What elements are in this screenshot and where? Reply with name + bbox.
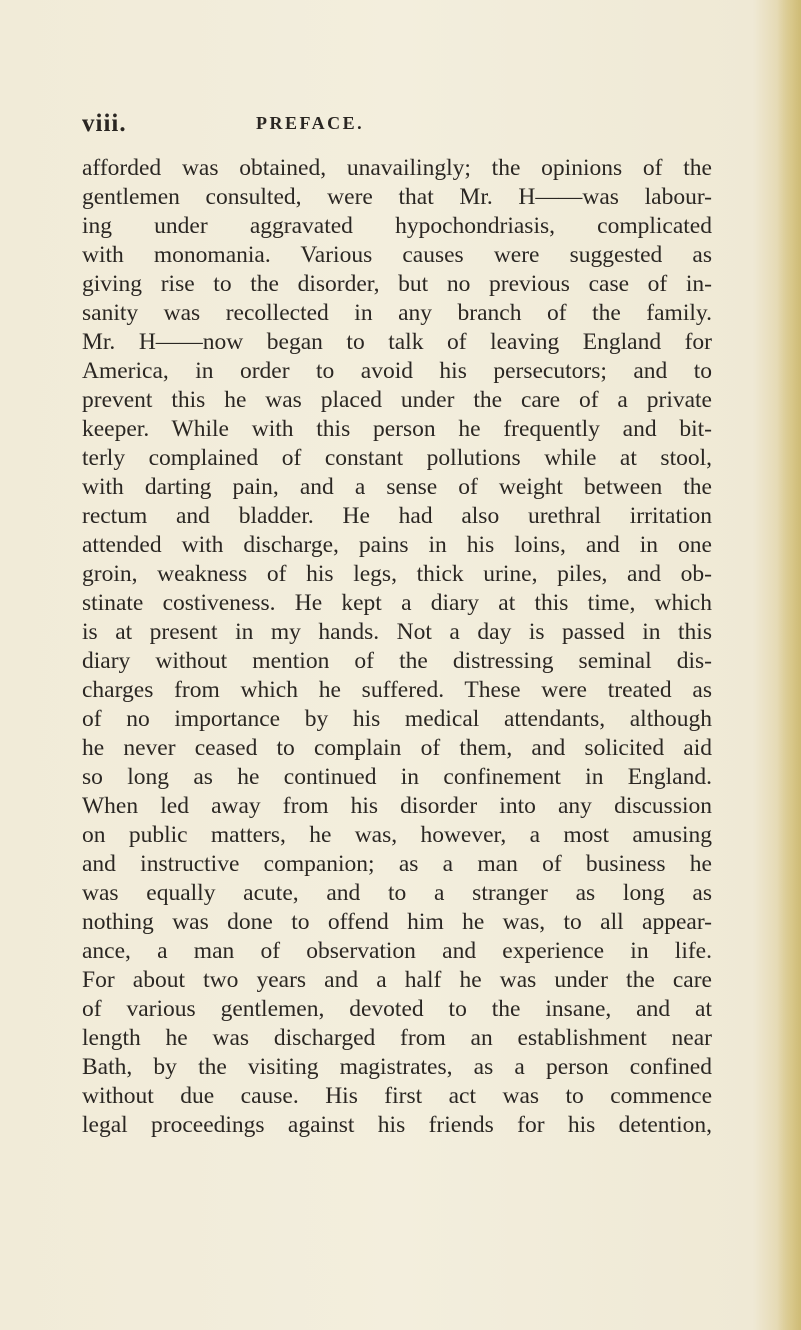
text-line: nothing was done to offend him he was, to all appear- <box>82 909 712 935</box>
text-line: Bath, by the visiting magistrates, as a person confined <box>82 1054 712 1080</box>
body-text <box>82 154 712 1140</box>
text-line: is at present in my hands. Not a day is passed in this <box>82 619 712 645</box>
text-line: diary without mention of the distressing seminal dis- <box>82 648 712 674</box>
text-line: of no importance by his medical attendants, although <box>82 706 712 732</box>
text-line: America, in order to avoid his persecutors; and to <box>82 358 712 384</box>
text-line: gentlemen consulted, were that Mr. H——was labour- <box>82 184 712 210</box>
page-number: viii. <box>82 110 127 137</box>
text-line: without due cause. His first act was to commence <box>82 1083 712 1109</box>
text-line: prevent this he was placed under the care of a private <box>82 387 712 413</box>
text-line: and instructive companion; as a man of business he <box>82 851 712 877</box>
page-header <box>82 110 712 140</box>
text-line: length he was discharged from an establishment near <box>82 1025 712 1051</box>
text-line: he never ceased to complain of them, and solicited aid <box>82 735 712 761</box>
text-line: Mr. H——now began to talk of leaving England for <box>82 329 712 355</box>
running-head: PREFACE. <box>256 113 365 133</box>
text-line: ance, a man of observation and experience in life. <box>82 938 712 964</box>
text-line: ing under aggravated hypochondriasis, complicated <box>82 213 712 239</box>
text-line: When led away from his disorder into any discussion <box>82 793 712 819</box>
text-line: rectum and bladder. He had also urethral irritation <box>82 503 712 529</box>
text-line: keeper. While with this person he frequently and bit- <box>82 416 712 442</box>
text-line: with monomania. Various causes were suggested as <box>82 242 712 268</box>
text-line: charges from which he suffered. These were treated as <box>82 677 712 703</box>
text-line: groin, weakness of his legs, thick urine, piles, and ob- <box>82 561 712 587</box>
text-line: For about two years and a half he was under the care <box>82 967 712 993</box>
text-line: legal proceedings against his friends for his detention, <box>82 1112 712 1138</box>
text-line: so long as he continued in confinement in England. <box>82 764 712 790</box>
text-line: sanity was recollected in any branch of the family. <box>82 300 712 326</box>
text-line: attended with discharge, pains in his loins, and in one <box>82 532 712 558</box>
text-line: with darting pain, and a sense of weight between the <box>82 474 712 500</box>
text-line: stinate costiveness. He kept a diary at this time, which <box>82 590 712 616</box>
page-edge-shading <box>777 0 801 1330</box>
text-line: giving rise to the disorder, but no previous case of in- <box>82 271 712 297</box>
text-line: of various gentlemen, devoted to the insane, and at <box>82 996 712 1022</box>
text-line: was equally acute, and to a stranger as long as <box>82 880 712 906</box>
text-line: on public matters, he was, however, a most amusing <box>82 822 712 848</box>
text-line: afforded was obtained, unavailingly; the opinions of the <box>82 155 712 181</box>
text-line: terly complained of constant pollutions while at stool, <box>82 445 712 471</box>
